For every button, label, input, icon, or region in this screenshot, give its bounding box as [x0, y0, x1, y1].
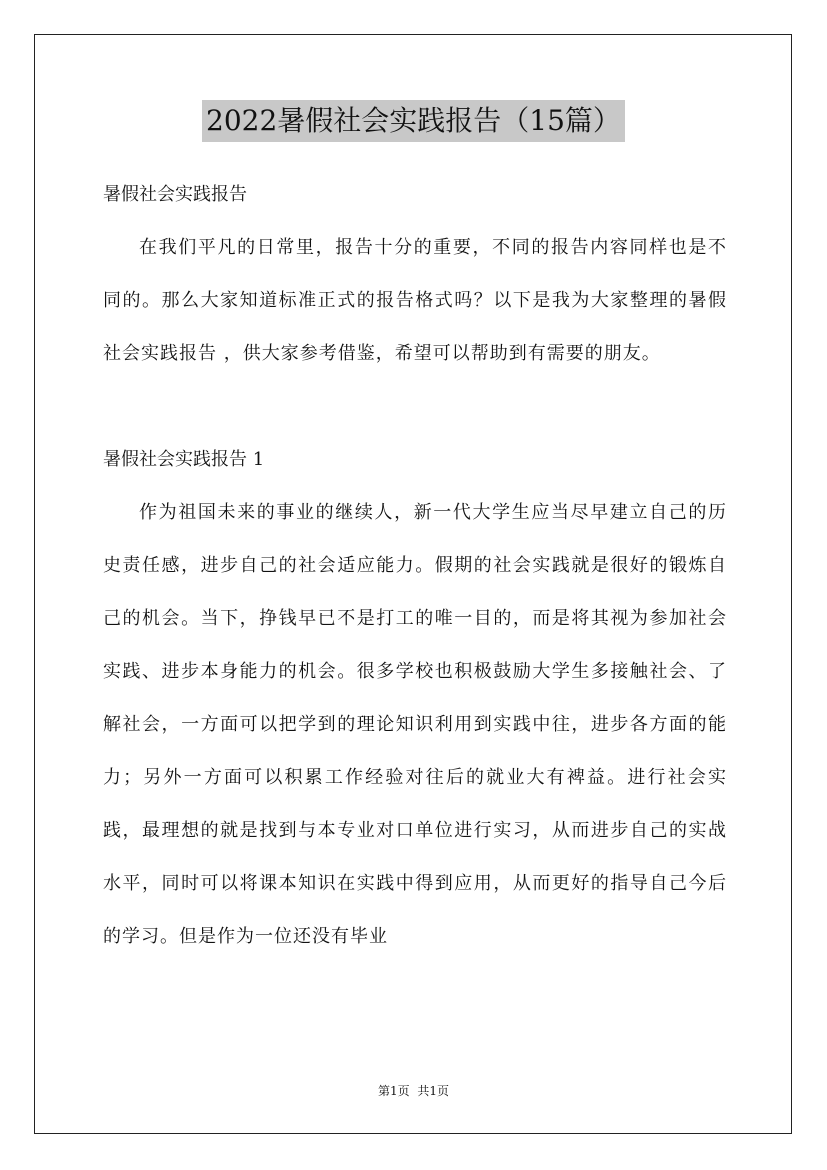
document-title: 2022暑假社会实践报告（15篇）	[202, 100, 625, 142]
section1-heading: 暑假社会实践报告 1	[103, 449, 265, 470]
page-total: 共1页	[417, 1084, 450, 1098]
section-spacer	[103, 380, 727, 433]
document-body	[103, 168, 727, 963]
page-number: 第1页	[377, 1084, 410, 1098]
intro-paragraph: 在我们平凡的日常里，报告十分的重要，不同的报告内容同样也是不同的。那么大家知道标准正式的报告格式吗？以下是我为大家整理的暑假社会实践报告 ，供大家参考借鉴，希望可以帮助到有需要的朋友。	[103, 237, 727, 364]
intro-heading: 暑假社会实践报告	[103, 184, 247, 205]
section1-paragraph: 作为祖国未来的事业的继续人，新一代大学生应当尽早建立自己的历史责任感，进步自己的社会适应能力。假期的社会实践就是很好的锻炼自己的机会。当下，挣钱早已不是打工的唯一目的，而是将其视为参加社会实践、进步本身能力的机会。很多学校也积极鼓励大学生多接触社会、了解社会，一方面可以把学到的理论知识利用到实践中往，进步各方面的能力；另外一方面可以积累工作经验对往后的就业大有裨益。进行社会实践，最理想的就是找到与本专业对口单位进行实习，从而进步自己的实战水平，同时可以将课本知识在实践中得到应用，从而更好的指导自己今后的学习。但是作为一位还没有毕业	[103, 502, 727, 947]
document-title-container	[0, 100, 827, 142]
page-footer	[0, 1082, 827, 1099]
